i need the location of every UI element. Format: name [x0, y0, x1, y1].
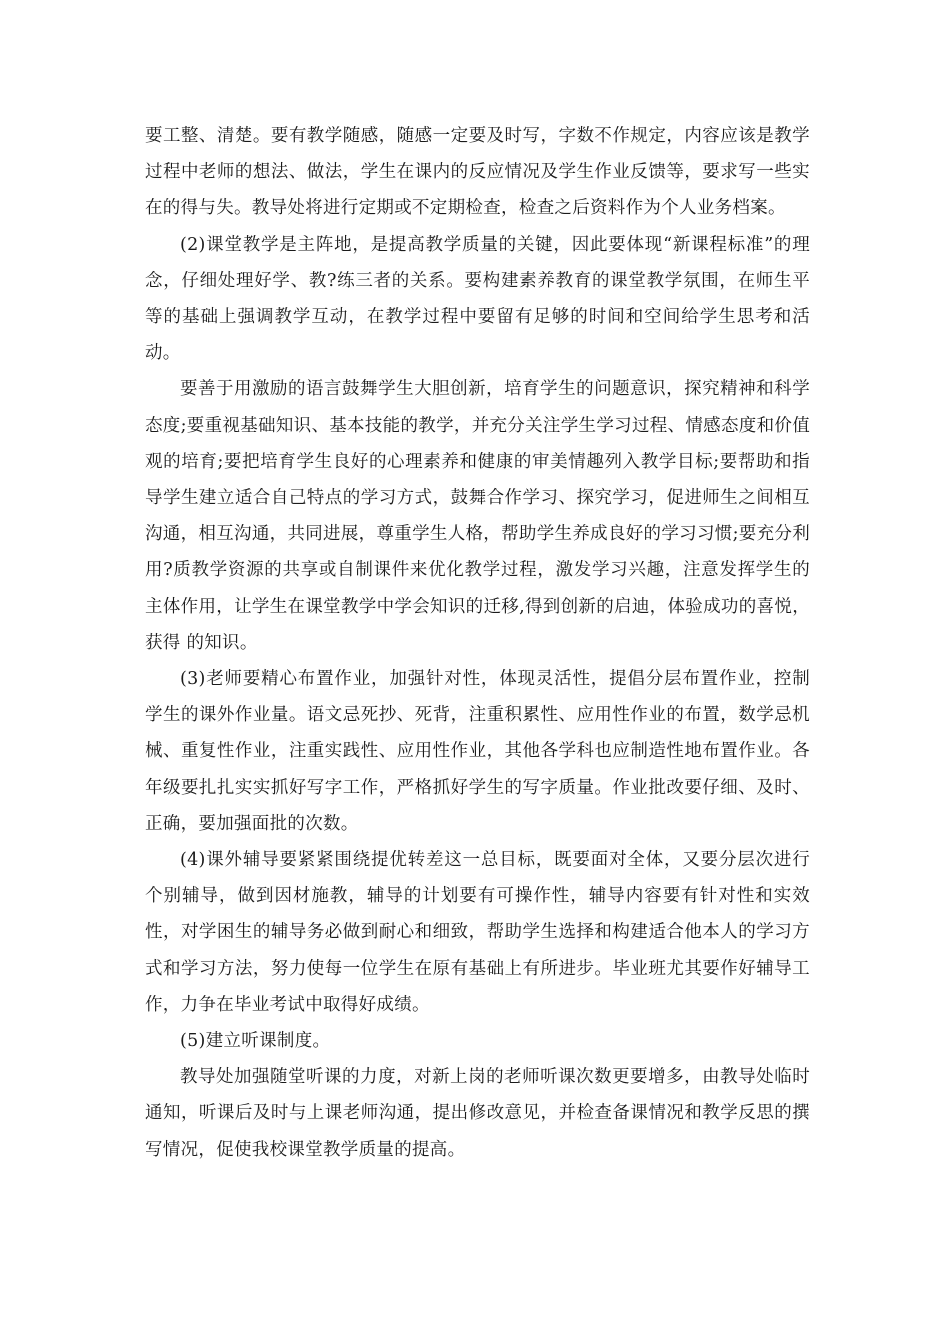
paragraph-lecture-system-heading: (5)建立听课制度。 [180, 1031, 331, 1052]
paragraph-lecture-system: 教导处加强随堂听课的力度，对新上岗的老师听课次数更要增多，由教导处临时通知，听课后及时与上课老师沟通，提出修改意见，并检查备课情况和教学反思的撰写情况，促使我校课堂教学质量的提高。 [145, 1067, 810, 1160]
paragraph-encouragement: 要善于用激励的语言鼓舞学生大胆创新，培育学生的问题意识，探究精神和科学态度;要重视基础知识、基本技能的教学，并充分关注学生学习过程、情感态度和价值观的培育;要把培育学生良好的心理素养和健康的审美情趣列入教学目标;要帮助和指导学生建立适合自己特点的学习方式，鼓舞合作学习、探究学习，促进师生之间相互沟通，相互沟通，共同进展，尊重学生人格，帮助学生养成良好的学习习惯;要充分利用?质教学资源的共享或自制课件来优化教学过程，激发学习兴趣，注意发挥学生的主体作用，让学生在课堂教学中学会知识的迁移,得到创新的启迪，体验成功的喜悦，获得 的知识。 [145, 379, 810, 653]
paragraph-tutoring: (4)课外辅导要紧紧围绕提优转差这一总目标，既要面对全体，又要分层次进行个别辅导，做到因材施教，辅导的计划要有可操作性，辅导内容要有针对性和实效性，对学困生的辅导务必做到耐心和细致，帮助学生选择和构建适合他本人的学习方式和学习方法，努力使每一位学生在原有基础上有所进步。毕业班尤其要作好辅导工作，力争在毕业考试中取得好成绩。 [145, 850, 810, 1015]
paragraph-continued: 要工整、清楚。要有教学随感，随感一定要及时写，字数不作规定，内容应该是教学过程中老师的想法、做法，学生在课内的反应情况及学生作业反馈等，要求写一些实在的得与失。教导处将进行定期或不定期检查，检查之后资料作为个人业务档案。 [145, 126, 810, 219]
paragraph-classroom-teaching: (2)课堂教学是主阵地，是提高教学质量的关键，因此要体现“新课程标准”的理念，仔细处理好学、教?练三者的关系。要构建素养教育的课堂教学氛围，在师生平等的基础上强调教学互动，在教学过程中要留有足够的时间和空间给学生思考和活动。 [145, 234, 810, 364]
paragraph-homework: (3)老师要精心布置作业，加强针对性，体现灵活性，提倡分层布置作业，控制学生的课外作业量。语文忌死抄、死背，注重积累性、应用性作业的布置，数学忌机械、重复性作业，注重实践性、应用性作业，其他各学科也应制造性地布置作业。各年级要扎扎实实抓好写字工作，严格抓好学生的写字质量。作业批改要仔细、及时、正确，要加强面批的次数。 [145, 669, 810, 834]
document-body [145, 118, 810, 1168]
